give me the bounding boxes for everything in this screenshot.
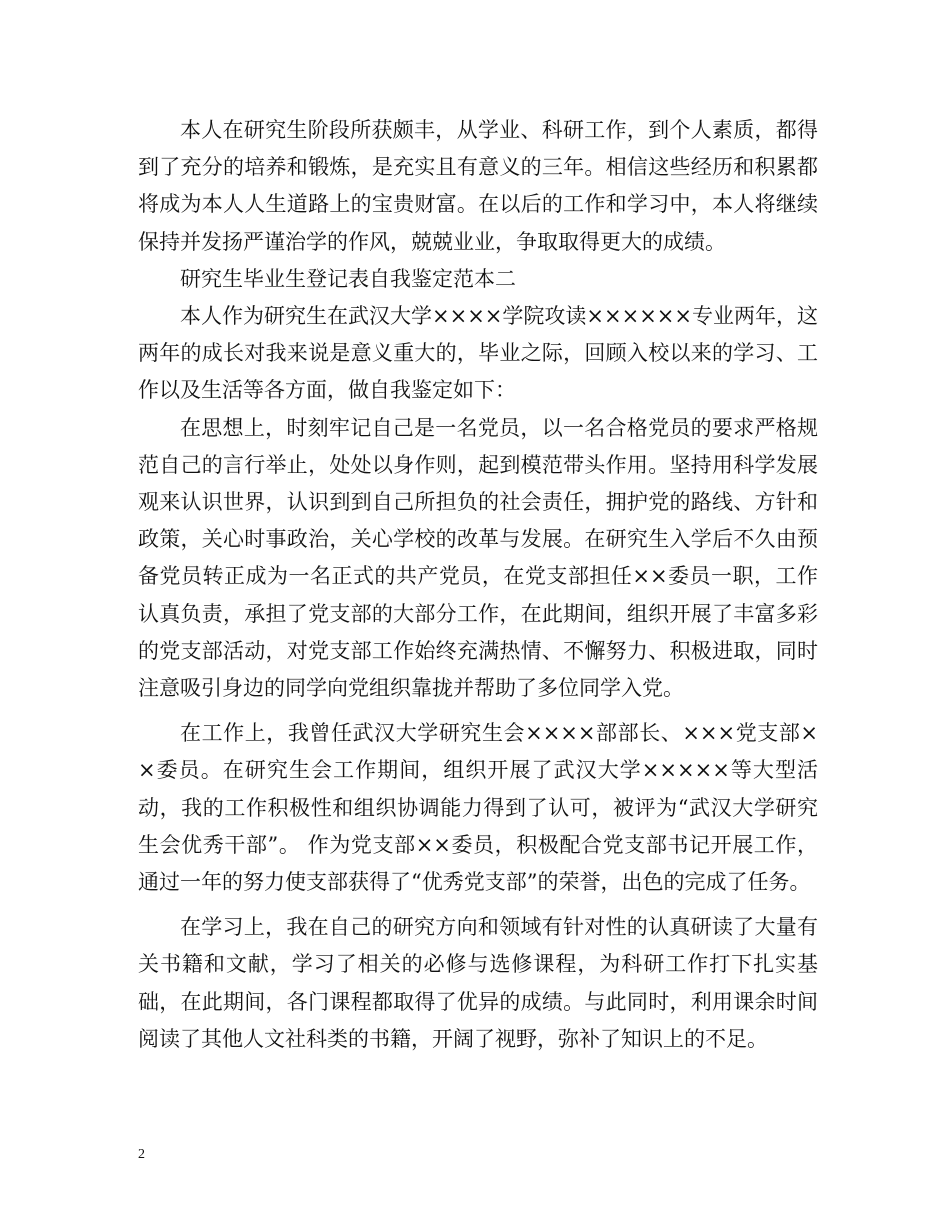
page-number: 2 [138,1147,145,1162]
paragraph-conclusion: 本人在研究生阶段所获颇丰，从学业、科研工作，到个人素质，都得到了充分的培养和锻炼，是充实且有意义的三年。相信这些经历和积累都将成为本人人生道路上的宝贵财富。在以后的工作和学习中，本人将继续保持并发扬严谨治学的作风，兢兢业业，争取取得更大的成绩。 [138,118,818,254]
paragraph-spacer [138,901,818,909]
paragraph-work: 在工作上，我曾任武汉大学研究生会××××部部长、×××党支部××委员。在研究生会工作期间，组织开展了武汉大学×××××等大型活动，我的工作积极性和组织协调能力得到了认可，被评为“武汉大学研究生会优秀干部”。 作为党支部××委员，积极配合党支部书记开展工作，通过一年的努力使支部获得了“优秀党支部”的荣誉，出色的完成了任务。 [138,721,818,895]
paragraph-spacer [138,707,818,715]
paragraph-ideology: 在思想上，时刻牢记自己是一名党员，以一名合格党员的要求严格规范自己的言行举止，处处以身作则，起到模范带头作用。坚持用科学发展观来认识世界，认识到到自己所担负的社会责任，拥护党的路线、方针和政策，关心时事政治，关心学校的改革与发展。在研究生入学后不久由预备党员转正成为一名正式的共产党员，在党支部担任××委员一职，工作认真负责，承担了党支部的大部分工作，在此期间，组织开展了丰富多彩的党支部活动，对党支部工作始终充满热情、不懈努力、积极进取，同时注意吸引身边的同学向党组织靠拢并帮助了多位同学入党。 [138,415,818,701]
paragraph-introduction: 本人作为研究生在武汉大学××××学院攻读××××××专业两年，这两年的成长对我来说是意义重大的，毕业之际，回顾入校以来的学习、工作以及生活等各方面，做自我鉴定如下： [138,304,818,403]
section-title: 研究生毕业生登记表自我鉴定范本二 [180,266,516,291]
document-body [138,112,818,1058]
paragraph-study: 在学习上，我在自己的研究方向和领域有针对性的认真研读了大量有关书籍和文献，学习了相关的必修与选修课程，为科研工作打下扎实基础，在此期间，各门课程都取得了优异的成绩。与此同时，利用课余时间阅读了其他人文社科类的书籍，开阔了视野，弥补了知识上的不足。 [138,915,818,1051]
